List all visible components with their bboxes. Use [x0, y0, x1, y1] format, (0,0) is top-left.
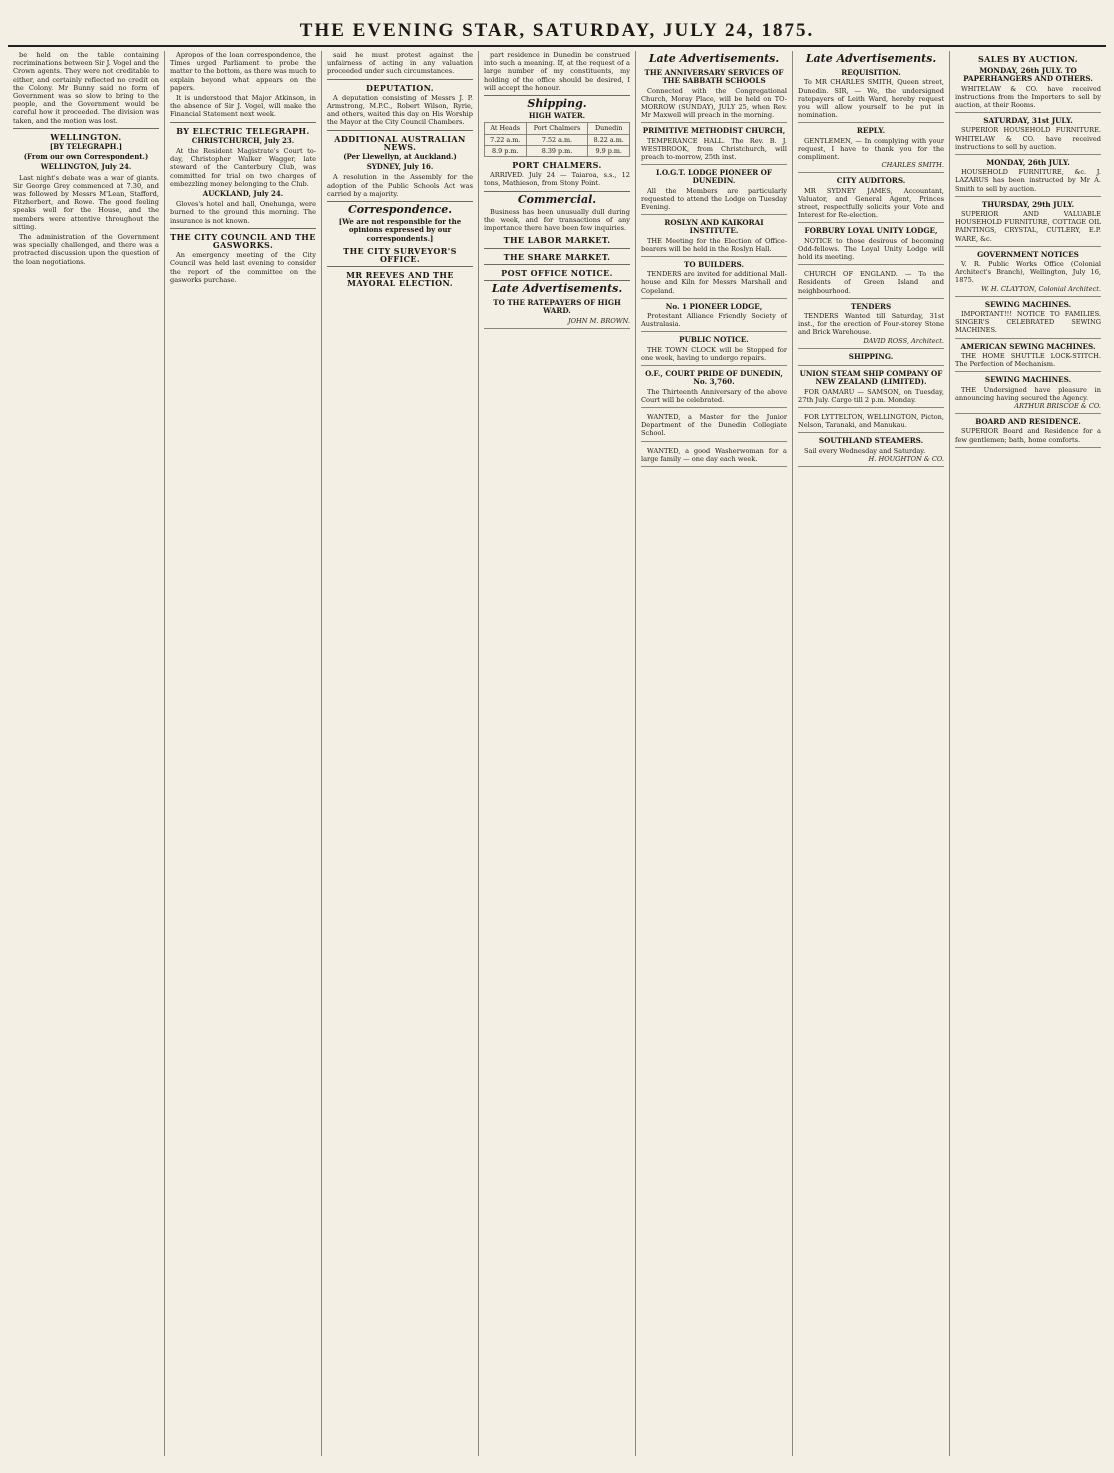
- advertisement: [798, 267, 944, 299]
- advertisement: [955, 157, 1101, 197]
- col4-heading-shipping: Shipping.: [527, 97, 587, 111]
- col4-heading-labor: THE LABOR MARKET.: [503, 235, 611, 246]
- ad-body: All the Members are particularly requested to attend the Lodge on Tuesday Evening.: [641, 186, 787, 212]
- col1-para-1: Last night's debate was a war of giants. Sir George Grey commenced at 7.30, and was followed by Messrs M'Lean, Stafford, Fitzherbert, and Rowe. The good feeling speaks well for the House, and the members were attentive throughout the sitting.: [13, 173, 159, 231]
- ad-title: PRIMITIVE METHODIST CHURCH,: [642, 126, 786, 136]
- ad-title: THURSDAY, 29th JULY.: [981, 199, 1075, 209]
- col4-heading-port: PORT CHALMERS.: [512, 160, 602, 171]
- ad-signature: W. H. CLAYTON, Colonial Architect.: [981, 284, 1101, 293]
- advertisement: [955, 374, 1101, 414]
- tide-row: [485, 134, 630, 145]
- divider: [13, 128, 159, 129]
- col4-heading-shares: THE SHARE MARKET.: [503, 251, 611, 262]
- tide-header-cell: Dunedin: [588, 123, 630, 134]
- ad-body: V. R. Public Works Office (Colonial Architect's Branch), Wellington, July 16, 1875.: [955, 260, 1101, 285]
- col1-tag: [BY TELEGRAPH.]: [49, 142, 123, 152]
- ad-signature: DAVID ROSS, Architect.: [863, 336, 944, 345]
- col4-intro: part residence in Dunedin be construed into such a meaning. If, at the request of a large number of my constituents, my holding of the office should be desired, I will accept the honour.: [484, 51, 630, 92]
- advertisement: [484, 297, 630, 329]
- ad-body: WANTED, a Master for the Junior Department of the Dunedin Collegiate School.: [641, 412, 787, 438]
- col3-heading-3: Correspondence.: [347, 203, 453, 217]
- advertisement: [955, 65, 1101, 113]
- advertisement: [641, 217, 787, 257]
- masthead: [8, 8, 1106, 47]
- tide-cell: 7.52 a.m.: [526, 134, 588, 145]
- ad-title: UNION STEAM SHIP COMPANY OF NEW ZEALAND (LIMITED).: [799, 369, 943, 387]
- advertisement: [955, 115, 1101, 155]
- ad-signature: JOHN M. BROWN.: [567, 316, 630, 325]
- ad-body: TENDERS are invited for additional Mall-house and Kiln for Messrs Marshall and Copeland.: [641, 270, 787, 295]
- col2-date-1: CHRISTCHURCH, July 23.: [191, 135, 295, 145]
- col3-heading-1: DEPUTATION.: [366, 82, 434, 93]
- ad-title: O.F., COURT PRIDE OF DUNEDIN, No. 3,760.: [645, 369, 783, 387]
- col2-intro: Apropos of the loan correspondence, the Times urged Parliament to probe the matter to the bottom, as there was much to explain beyond what appears on the papers.: [170, 51, 316, 92]
- advertisement: [798, 435, 944, 467]
- ad-body: THE HOME SHUTTLE LOCK-STITCH. The Perfection of Mechanism.: [955, 351, 1101, 369]
- col4-heading-post: POST OFFICE NOTICE.: [501, 267, 613, 278]
- advertisement: [641, 444, 787, 467]
- ad-title: REPLY.: [856, 126, 886, 136]
- ad-body: MR SYDNEY JAMES, Accountant, Valuator, and General Agent, Princes street, respectfully solicits your Vote and Interest for Re-election.: [798, 186, 944, 220]
- col7-heading: SALES BY AUCTION.: [978, 54, 1078, 64]
- ad-title: SEWING MACHINES.: [984, 375, 1072, 385]
- ad-body: GENTLEMEN, — In complying with your request, I have to thank you for the compliment.: [798, 136, 944, 162]
- ad-title: TENDERS: [850, 301, 892, 311]
- column-1: [8, 51, 165, 1456]
- ad-title: AMERICAN SEWING MACHINES.: [960, 341, 1096, 351]
- advertisement: [641, 301, 787, 333]
- ad-body: Connected with the Congregational Church, Moray Place, will be held on TO-MORROW (SUNDAY), JULY 25, when Rev. Mr Maxwell will preach in the morning.: [641, 86, 787, 120]
- ad-title: THE ANNIVERSARY SERVICES OF THE SABBATH SCHOOLS: [644, 68, 784, 86]
- ad-title: ROSLYN AND KAIKORAI INSTITUTE.: [664, 218, 764, 236]
- ad-title: BOARD AND RESIDENCE.: [975, 417, 1081, 427]
- divider: [170, 122, 316, 123]
- col1-date: WELLINGTON, July 24.: [40, 162, 132, 172]
- column-5: [636, 51, 793, 1456]
- col3-sub-2: (Per Llewellyn, at Auckland.): [343, 152, 457, 162]
- col2-date-2: AUCKLAND, July 24.: [202, 189, 284, 199]
- ad-body: CHURCH OF ENGLAND. — To the Residents of Green Island and neighbourhood.: [798, 270, 944, 295]
- ad-signature: CHARLES SMITH.: [881, 161, 944, 170]
- divider: [327, 79, 473, 80]
- tide-cell: 8.39 p.m.: [526, 145, 588, 156]
- col1-para-2: The administration of the Government was specially challenged, and there was a protracted discussion upon the question of the loan negotiations.: [13, 233, 159, 266]
- tide-cell: 8.9 p.m.: [485, 145, 527, 156]
- advertisement: [641, 368, 787, 408]
- ad-title: GOVERNMENT NOTICES: [977, 249, 1079, 259]
- divider: [327, 201, 473, 202]
- divider: [484, 280, 630, 281]
- ad-signature: ARTHUR BRISCOE & CO.: [1014, 401, 1101, 410]
- column-2: [165, 51, 322, 1456]
- ad-body: IMPORTANT!!! NOTICE TO FAMILIES. SINGER'S CELEBRATED SEWING MACHINES.: [955, 310, 1101, 335]
- ad-body: THE Undersigned have pleasure in announcing having secured the Agency.: [955, 385, 1101, 402]
- col3-heading-5: MR REEVES AND THE MAYORAL ELECTION.: [346, 270, 454, 289]
- ad-body: Sail every Wednesday and Saturday.: [804, 446, 926, 455]
- advertisement: [641, 67, 787, 123]
- divider: [484, 264, 630, 265]
- advertisement: [955, 249, 1101, 297]
- col4-heading-commercial: Commercial.: [517, 192, 597, 206]
- advertisement: [955, 416, 1101, 448]
- tide-table: [484, 122, 630, 157]
- ad-body: NOTICE to those desirous of becoming Odd-fellows. The Loyal Unity Lodge will hold its meeting.: [798, 236, 944, 262]
- col5-heading: Late Advertisements.: [648, 52, 780, 65]
- tide-cell: 8.22 a.m.: [588, 134, 630, 145]
- ad-title: MONDAY, 26th JULY.: [986, 158, 1070, 168]
- divider: [484, 191, 630, 192]
- col3-heading-2: ADDITIONAL AUSTRALIAN NEWS.: [334, 133, 466, 152]
- advertisement: [641, 125, 787, 165]
- tide-cell: 7.22 a.m.: [485, 134, 527, 145]
- divider: [327, 130, 473, 131]
- ad-title: TO THE RATEPAYERS OF HIGH WARD.: [493, 298, 621, 316]
- column-4: [479, 51, 636, 1456]
- ad-title: No. 1 PIONEER LODGE,: [665, 301, 763, 311]
- divider: [170, 228, 316, 229]
- advertisement: [798, 125, 944, 173]
- ad-body: TEMPERANCE HALL. The Rev. B. J. WESTBROOK, from Christchurch, will preach to-morrow, 25th inst.: [641, 136, 787, 162]
- advertisement: [955, 299, 1101, 339]
- ad-title: SHIPPING.: [848, 351, 894, 361]
- tide-row: [485, 145, 630, 156]
- ad-body: SUPERIOR HOUSEHOLD FURNITURE. WHITELAW & CO. have received instructions to sell by auction.: [955, 126, 1101, 151]
- column-6: [793, 51, 950, 1456]
- divider: [484, 95, 630, 96]
- ad-body: TENDERS Wanted till Saturday, 31st inst., for the erection of Four-storey Stone and Brick Warehouse.: [798, 312, 944, 337]
- ad-title: FORBURY LOYAL UNITY LODGE,: [804, 226, 938, 236]
- advertisement: [798, 67, 944, 123]
- col2-para-2: At the Resident Magistrate's Court to-day, Christopher Walker Wagger, late steward of the Canterbury Club, was committed for trial on two charges of embezzling money belonging to the Club.: [170, 147, 316, 188]
- col2-para-1: It is understood that Major Atkinson, in the absence of Sir J. Vogel, will make the Financial Statement next week.: [170, 94, 316, 119]
- col2-para-3: Gloves's hotel and hall, Onehunga, were burned to the ground this morning. The insurance is not known.: [170, 200, 316, 225]
- advertisement: [798, 351, 944, 366]
- ad-body: THE Meeting for the Election of Office-bearers will be held in the Roslyn Hall.: [641, 236, 787, 253]
- ad-title: REQUISITION.: [841, 68, 901, 78]
- columns: [8, 51, 1106, 1456]
- col1-sub: (From our own Correspondent.): [23, 152, 149, 162]
- tide-header-cell: Port Chalmers: [526, 123, 588, 134]
- ad-title: SEWING MACHINES.: [984, 299, 1072, 309]
- ad-body: Protestant Alliance Friendly Society of Australasia.: [641, 312, 787, 329]
- ad-title: CITY AUDITORS.: [836, 176, 906, 186]
- col1-intro: be held on the table containing recriminations between Sir J. Vogel and the Crown agents. They were not creditable to either, and certainly reflected no credit on the Colony. Mr Bunny said no form of Government was so slow to bring to the people, and the Government would be careful how it proceeded. The division was taken, and the motion was lost.: [13, 51, 159, 125]
- ad-title: MONDAY, 26th JULY. TO PAPERHANGERS AND OTHERS.: [963, 66, 1093, 84]
- ad-title: SATURDAY, 31st JULY.: [983, 116, 1073, 126]
- col3-heading-4: THE CITY SURVEYOR'S OFFICE.: [343, 245, 457, 265]
- col6-heading: Late Advertisements.: [805, 52, 937, 65]
- ad-title: SOUTHLAND STEAMERS.: [818, 436, 924, 446]
- advertisement: [955, 341, 1101, 373]
- advertisement: [798, 410, 944, 433]
- col3-note-3: [We are not responsible for the opinions expressed by our correspondents.]: [338, 217, 462, 243]
- tide-header-cell: At Heads: [485, 123, 527, 134]
- ad-signature: H. HOUGHTON & CO.: [868, 454, 944, 463]
- column-7: [950, 51, 1106, 1456]
- ad-body: FOR LYTTELTON, WELLINGTON, Picton, Nelson, Taranaki, and Manukau.: [798, 412, 944, 430]
- ad-title: I.O.G.T. LODGE PIONEER OF DUNEDIN.: [655, 168, 773, 186]
- col3-para-2: A resolution in the Assembly for the adoption of the Public Schools Act was carried by a majority.: [327, 173, 473, 198]
- col4-heading-late: Late Advertisements.: [491, 282, 623, 296]
- ad-body: THE TOWN CLOCK will be Stopped for one week, having to undergo repairs.: [641, 345, 787, 362]
- ad-title: PUBLIC NOTICE.: [679, 335, 749, 345]
- col1-heading: WELLINGTON.: [50, 131, 122, 142]
- ad-body: To MR CHARLES SMITH, Queen street, Dunedin. SIR, — We, the undersigned ratepayers of Leith Ward, hereby request you will allow yourself to be put in nomination.: [798, 78, 944, 120]
- advertisement: [641, 334, 787, 366]
- tide-header-row: [485, 123, 630, 134]
- advertisement: [798, 175, 944, 223]
- ad-body: The Thirteenth Anniversary of the above Court will be celebrated.: [641, 387, 787, 404]
- col3-date-2: SYDNEY, July 16.: [366, 162, 434, 172]
- ad-body: SUPERIOR Board and Residence for a few gentlemen; bath, home comforts.: [955, 427, 1101, 444]
- masthead-title: THE EVENING STAR, SATURDAY, JULY 24, 1875.: [299, 20, 815, 41]
- column-3: [322, 51, 479, 1456]
- advertisement: [798, 225, 944, 265]
- advertisement: [798, 368, 944, 408]
- ad-body: FOR OAMARU — SAMSON, on Tuesday, 27th July. Cargo till 2 p.m. Monday.: [798, 387, 944, 404]
- col2-heading-2: THE CITY COUNCIL AND THE GASWORKS.: [170, 231, 316, 251]
- col3-para-1: A deputation consisting of Messrs J. P. Armstrong, M.P.C., Robert Wilson, Ryrie, and others, waited this day on His Worship the Mayor at the City Council Chambers.: [327, 93, 473, 127]
- col2-heading-1: BY ELECTRIC TELEGRAPH.: [176, 125, 310, 136]
- ad-body: HOUSEHOLD FURNITURE, &c. J. LAZARUS has been instructed by Mr A. Smith to sell by auction.: [955, 168, 1101, 193]
- ad-body: WHITELAW & CO. have received instructions from the Importers to sell by auction, at their Rooms.: [955, 84, 1101, 110]
- advertisement: [641, 167, 787, 215]
- ad-title: TO BUILDERS.: [684, 260, 744, 270]
- advertisement: [798, 301, 944, 349]
- ad-body: WANTED, a good Washerwoman for a large family — one day each week.: [641, 446, 787, 463]
- col4-para-commercial: Business has been unusually dull during the week, and for transactions of any importance there have been few inquiries.: [484, 207, 630, 233]
- tide-title: HIGH WATER.: [528, 111, 586, 121]
- divider: [327, 266, 473, 267]
- col2-para-4: An emergency meeting of the City Council was held last evening to consider the report of the committee on the gasworks purchase.: [170, 251, 316, 284]
- col3-intro: said he must protest against the unfairness of acting in any valuation proceeded under such circumstances.: [327, 51, 473, 76]
- tide-cell: 9.9 p.m.: [588, 145, 630, 156]
- ad-body: SUPERIOR AND VALUABLE HOUSEHOLD FURNITURE, COTTAGE OIL PAINTINGS, CRYSTAL, CUTLERY, E.P. WARE, &c.: [955, 210, 1101, 243]
- advertisement: [641, 259, 787, 299]
- col4-para-port: ARRIVED. July 24 — Taiaroa, s.s., 12 tons, Mathieson, from Stony Point.: [484, 171, 630, 188]
- advertisement: [641, 410, 787, 442]
- newspaper-page: [8, 8, 1106, 1457]
- advertisement: [955, 199, 1101, 247]
- divider: [484, 248, 630, 249]
